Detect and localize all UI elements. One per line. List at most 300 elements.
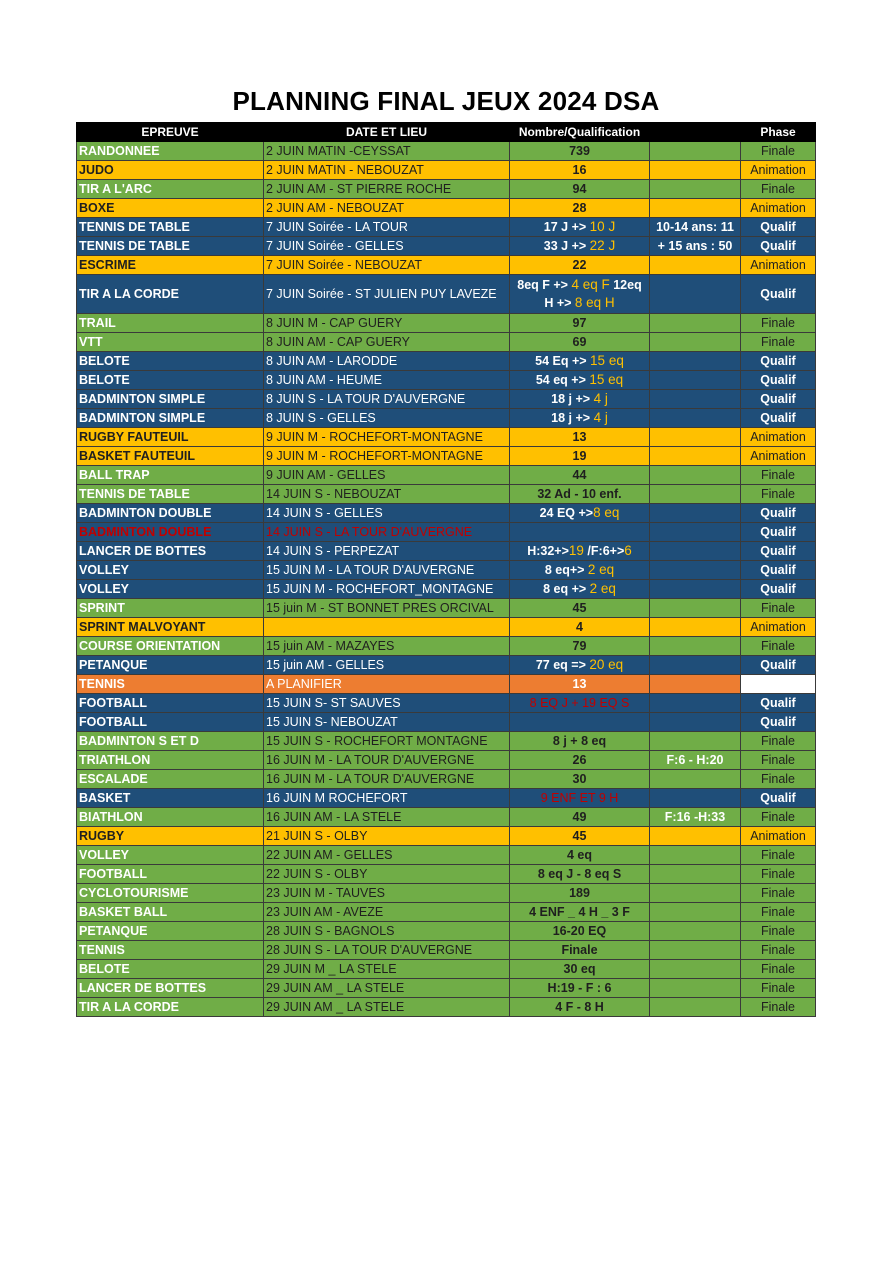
table-header-row bbox=[77, 123, 816, 142]
cell-phase: Qualif bbox=[741, 694, 816, 713]
cell-epreuve: BALL TRAP bbox=[77, 466, 264, 485]
cell-extra bbox=[650, 770, 741, 789]
cell-epreuve: VTT bbox=[77, 333, 264, 352]
cell-extra bbox=[650, 142, 741, 161]
table-row bbox=[77, 960, 816, 979]
cell-epreuve: BELOTE bbox=[77, 960, 264, 979]
table-row bbox=[77, 218, 816, 237]
cell-nombre: 30 bbox=[510, 770, 650, 789]
cell-epreuve: VOLLEY bbox=[77, 846, 264, 865]
cell-phase: Animation bbox=[741, 161, 816, 180]
table-row bbox=[77, 333, 816, 352]
cell-nombre: Finale bbox=[510, 941, 650, 960]
cell-extra bbox=[650, 180, 741, 199]
cell-phase: Qualif bbox=[741, 504, 816, 523]
cell-extra bbox=[650, 637, 741, 656]
cell-extra bbox=[650, 979, 741, 998]
cell-phase: Qualif bbox=[741, 580, 816, 599]
cell-date-lieu: 29 JUIN AM _ LA STELE bbox=[264, 979, 510, 998]
cell-phase: Finale bbox=[741, 903, 816, 922]
nombre-text: 8 eq+> bbox=[544, 563, 588, 577]
cell-nombre: 8 j + 8 eq bbox=[510, 732, 650, 751]
cell-phase bbox=[741, 675, 816, 694]
table-row bbox=[77, 542, 816, 561]
cell-epreuve: RANDONNEE bbox=[77, 142, 264, 161]
cell-nombre bbox=[510, 504, 650, 523]
cell-nombre: 94 bbox=[510, 180, 650, 199]
cell-nombre: 19 bbox=[510, 447, 650, 466]
cell-date-lieu: 15 juin AM - MAZAYES bbox=[264, 637, 510, 656]
cell-epreuve: VOLLEY bbox=[77, 580, 264, 599]
cell-epreuve: CYCLOTOURISME bbox=[77, 884, 264, 903]
cell-epreuve: BIATHLON bbox=[77, 808, 264, 827]
cell-phase: Finale bbox=[741, 770, 816, 789]
cell-phase: Finale bbox=[741, 884, 816, 903]
cell-epreuve: BELOTE bbox=[77, 371, 264, 390]
cell-extra bbox=[650, 485, 741, 504]
cell-date-lieu: 16 JUIN AM - LA STELE bbox=[264, 808, 510, 827]
cell-extra bbox=[650, 428, 741, 447]
cell-epreuve: TENNIS bbox=[77, 675, 264, 694]
cell-date-lieu: 14 JUIN S - PERPEZAT bbox=[264, 542, 510, 561]
cell-nombre: 13 bbox=[510, 428, 650, 447]
cell-extra bbox=[650, 713, 741, 732]
cell-nombre: 30 eq bbox=[510, 960, 650, 979]
nombre-text: /F:6+> bbox=[583, 544, 625, 558]
table-row bbox=[77, 428, 816, 447]
cell-epreuve: TENNIS DE TABLE bbox=[77, 237, 264, 256]
cell-extra bbox=[650, 903, 741, 922]
table-row bbox=[77, 998, 816, 1017]
table-row bbox=[77, 256, 816, 275]
cell-nombre: 4 ENF _ 4 H _ 3 F bbox=[510, 903, 650, 922]
cell-phase: Animation bbox=[741, 447, 816, 466]
cell-extra bbox=[650, 865, 741, 884]
cell-extra bbox=[650, 275, 741, 314]
cell-nombre bbox=[510, 561, 650, 580]
cell-phase: Finale bbox=[741, 960, 816, 979]
cell-epreuve: ESCALADE bbox=[77, 770, 264, 789]
nombre-line-2 bbox=[512, 294, 647, 312]
nombre-line-1 bbox=[512, 276, 647, 294]
nombre-text: 24 EQ +> bbox=[539, 506, 594, 520]
nombre-highlight: 6 bbox=[624, 543, 632, 558]
table-row bbox=[77, 466, 816, 485]
table-row bbox=[77, 409, 816, 428]
nombre-highlight: 22 J bbox=[589, 238, 616, 253]
table-row bbox=[77, 599, 816, 618]
cell-nombre: 189 bbox=[510, 884, 650, 903]
table-row bbox=[77, 447, 816, 466]
cell-phase: Animation bbox=[741, 618, 816, 637]
cell-date-lieu: 8 JUIN S - LA TOUR D'AUVERGNE bbox=[264, 390, 510, 409]
table-row bbox=[77, 580, 816, 599]
header-date-lieu: DATE ET LIEU bbox=[264, 123, 510, 142]
cell-epreuve: TIR A LA CORDE bbox=[77, 998, 264, 1017]
cell-epreuve: BASKET BALL bbox=[77, 903, 264, 922]
cell-nombre: 16 bbox=[510, 161, 650, 180]
cell-epreuve: LANCER DE BOTTES bbox=[77, 542, 264, 561]
nombre-highlight: 8 eq bbox=[593, 505, 620, 520]
cell-date-lieu: 15 JUIN M - LA TOUR D'AUVERGNE bbox=[264, 561, 510, 580]
cell-extra bbox=[650, 447, 741, 466]
table-row bbox=[77, 618, 816, 637]
cell-date-lieu: 7 JUIN Soirée - GELLES bbox=[264, 237, 510, 256]
cell-date-lieu: 22 JUIN AM - GELLES bbox=[264, 846, 510, 865]
cell-nombre bbox=[510, 237, 650, 256]
cell-date-lieu: 15 JUIN S - ROCHEFORT MONTAGNE bbox=[264, 732, 510, 751]
cell-nombre: 4 bbox=[510, 618, 650, 637]
cell-extra bbox=[650, 314, 741, 333]
cell-nombre bbox=[510, 390, 650, 409]
cell-epreuve: TENNIS DE TABLE bbox=[77, 485, 264, 504]
planning-table bbox=[76, 122, 816, 1017]
cell-nombre: 26 bbox=[510, 751, 650, 770]
nombre-text: 12eq bbox=[609, 278, 642, 292]
cell-extra bbox=[650, 960, 741, 979]
cell-extra: F:6 - H:20 bbox=[650, 751, 741, 770]
cell-epreuve: FOOTBALL bbox=[77, 865, 264, 884]
cell-extra bbox=[650, 409, 741, 428]
cell-extra bbox=[650, 390, 741, 409]
cell-extra bbox=[650, 580, 741, 599]
cell-epreuve: TIR A L'ARC bbox=[77, 180, 264, 199]
header-phase: Phase bbox=[741, 123, 816, 142]
nombre-highlight: 8 eq H bbox=[574, 295, 615, 310]
cell-extra bbox=[650, 618, 741, 637]
cell-extra bbox=[650, 941, 741, 960]
table-row bbox=[77, 694, 816, 713]
table-row bbox=[77, 751, 816, 770]
cell-epreuve: SPRINT bbox=[77, 599, 264, 618]
table-row bbox=[77, 979, 816, 998]
cell-nombre: 45 bbox=[510, 827, 650, 846]
cell-phase: Qualif bbox=[741, 371, 816, 390]
cell-phase: Qualif bbox=[741, 352, 816, 371]
cell-nombre bbox=[510, 713, 650, 732]
cell-phase: Qualif bbox=[741, 275, 816, 314]
cell-epreuve: PETANQUE bbox=[77, 656, 264, 675]
cell-epreuve: TENNIS DE TABLE bbox=[77, 218, 264, 237]
cell-nombre: 13 bbox=[510, 675, 650, 694]
cell-epreuve: BELOTE bbox=[77, 352, 264, 371]
cell-epreuve: COURSE ORIENTATION bbox=[77, 637, 264, 656]
nombre-highlight: 4 eq F bbox=[571, 277, 610, 292]
table-row bbox=[77, 485, 816, 504]
cell-date-lieu: 2 JUIN MATIN -CEYSSAT bbox=[264, 142, 510, 161]
nombre-highlight: 15 eq bbox=[590, 353, 624, 368]
nombre-highlight: 2 eq bbox=[587, 562, 615, 577]
cell-date-lieu: 23 JUIN M - TAUVES bbox=[264, 884, 510, 903]
cell-date-lieu: 15 JUIN S- ST SAUVES bbox=[264, 694, 510, 713]
cell-extra bbox=[650, 523, 741, 542]
cell-date-lieu: 15 juin AM - GELLES bbox=[264, 656, 510, 675]
cell-extra bbox=[650, 846, 741, 865]
cell-nombre: 8 eq J - 8 eq S bbox=[510, 865, 650, 884]
cell-epreuve: FOOTBALL bbox=[77, 694, 264, 713]
table-row bbox=[77, 637, 816, 656]
cell-extra bbox=[650, 884, 741, 903]
cell-nombre: 44 bbox=[510, 466, 650, 485]
cell-epreuve: TIR A LA CORDE bbox=[77, 275, 264, 314]
cell-nombre: 28 bbox=[510, 199, 650, 218]
nombre-highlight: 19 bbox=[568, 543, 584, 558]
cell-extra bbox=[650, 827, 741, 846]
cell-epreuve: BADMINTON DOUBLE bbox=[77, 504, 264, 523]
cell-phase: Finale bbox=[741, 314, 816, 333]
cell-extra bbox=[650, 256, 741, 275]
cell-extra bbox=[650, 333, 741, 352]
cell-epreuve: BASKET FAUTEUIL bbox=[77, 447, 264, 466]
cell-extra bbox=[650, 504, 741, 523]
cell-extra bbox=[650, 161, 741, 180]
cell-extra bbox=[650, 561, 741, 580]
cell-epreuve: VOLLEY bbox=[77, 561, 264, 580]
cell-phase: Qualif bbox=[741, 523, 816, 542]
cell-nombre: 8 EQ J + 19 EQ S bbox=[510, 694, 650, 713]
cell-date-lieu: 8 JUIN M - CAP GUERY bbox=[264, 314, 510, 333]
cell-nombre: 9 ENF ET 9 H bbox=[510, 789, 650, 808]
cell-date-lieu: 8 JUIN AM - LARODDE bbox=[264, 352, 510, 371]
cell-phase: Finale bbox=[741, 180, 816, 199]
cell-extra bbox=[650, 998, 741, 1017]
nombre-text: 33 J +> bbox=[543, 239, 590, 253]
cell-date-lieu: 23 JUIN AM - AVEZE bbox=[264, 903, 510, 922]
cell-epreuve: TRAIL bbox=[77, 314, 264, 333]
cell-extra: F:16 -H:33 bbox=[650, 808, 741, 827]
nombre-text: 77 eq => bbox=[535, 658, 590, 672]
table-row bbox=[77, 504, 816, 523]
table-row bbox=[77, 808, 816, 827]
cell-phase: Qualif bbox=[741, 542, 816, 561]
cell-nombre bbox=[510, 656, 650, 675]
table-row bbox=[77, 656, 816, 675]
cell-epreuve: PETANQUE bbox=[77, 922, 264, 941]
cell-extra bbox=[650, 542, 741, 561]
cell-nombre bbox=[510, 275, 650, 314]
cell-extra bbox=[650, 922, 741, 941]
cell-extra bbox=[650, 199, 741, 218]
cell-date-lieu: 8 JUIN S - GELLES bbox=[264, 409, 510, 428]
cell-phase: Animation bbox=[741, 199, 816, 218]
cell-nombre bbox=[510, 371, 650, 390]
cell-nombre: 32 Ad - 10 enf. bbox=[510, 485, 650, 504]
cell-nombre: H:19 - F : 6 bbox=[510, 979, 650, 998]
nombre-text: 18 j +> bbox=[551, 392, 594, 406]
table-row bbox=[77, 922, 816, 941]
cell-date-lieu: 15 JUIN S- NEBOUZAT bbox=[264, 713, 510, 732]
table-row bbox=[77, 675, 816, 694]
cell-date-lieu: 8 JUIN AM - CAP GUERY bbox=[264, 333, 510, 352]
nombre-highlight: 4 j bbox=[593, 391, 608, 406]
table-row bbox=[77, 941, 816, 960]
cell-nombre bbox=[510, 542, 650, 561]
cell-date-lieu: 2 JUIN AM - ST PIERRE ROCHE bbox=[264, 180, 510, 199]
cell-phase: Finale bbox=[741, 732, 816, 751]
cell-phase: Animation bbox=[741, 256, 816, 275]
nombre-highlight: 2 eq bbox=[589, 581, 616, 596]
cell-extra bbox=[650, 599, 741, 618]
cell-date-lieu: 16 JUIN M - LA TOUR D'AUVERGNE bbox=[264, 770, 510, 789]
cell-epreuve: BADMINTON SIMPLE bbox=[77, 409, 264, 428]
cell-phase: Qualif bbox=[741, 409, 816, 428]
table-row bbox=[77, 314, 816, 333]
table-row bbox=[77, 199, 816, 218]
table-body bbox=[77, 142, 816, 1017]
cell-phase: Finale bbox=[741, 941, 816, 960]
cell-extra bbox=[650, 694, 741, 713]
nombre-text: 17 J +> bbox=[543, 220, 590, 234]
cell-extra bbox=[650, 675, 741, 694]
cell-epreuve: BOXE bbox=[77, 199, 264, 218]
table-row bbox=[77, 770, 816, 789]
cell-date-lieu: 7 JUIN Soirée - LA TOUR bbox=[264, 218, 510, 237]
cell-phase: Animation bbox=[741, 428, 816, 447]
table-row bbox=[77, 827, 816, 846]
cell-date-lieu: 7 JUIN Soirée - NEBOUZAT bbox=[264, 256, 510, 275]
cell-epreuve: RUGBY FAUTEUIL bbox=[77, 428, 264, 447]
header-epreuve: EPREUVE bbox=[77, 123, 264, 142]
cell-date-lieu: 15 JUIN M - ROCHEFORT_MONTAGNE bbox=[264, 580, 510, 599]
cell-extra bbox=[650, 656, 741, 675]
cell-phase: Qualif bbox=[741, 789, 816, 808]
cell-phase: Finale bbox=[741, 865, 816, 884]
table-row bbox=[77, 237, 816, 256]
table-row bbox=[77, 523, 816, 542]
cell-epreuve: BADMINTON DOUBLE bbox=[77, 523, 264, 542]
cell-date-lieu: 14 JUIN S - GELLES bbox=[264, 504, 510, 523]
cell-nombre: 97 bbox=[510, 314, 650, 333]
cell-date-lieu: 9 JUIN M - ROCHEFORT-MONTAGNE bbox=[264, 447, 510, 466]
cell-date-lieu: 9 JUIN M - ROCHEFORT-MONTAGNE bbox=[264, 428, 510, 447]
nombre-highlight: 10 J bbox=[589, 219, 616, 234]
cell-phase: Finale bbox=[741, 637, 816, 656]
cell-date-lieu: 29 JUIN AM _ LA STELE bbox=[264, 998, 510, 1017]
nombre-text: 18 j +> bbox=[551, 411, 594, 425]
cell-nombre: 4 F - 8 H bbox=[510, 998, 650, 1017]
nombre-text: 54 Eq +> bbox=[535, 354, 591, 368]
table-row bbox=[77, 846, 816, 865]
header-extra bbox=[650, 123, 741, 142]
cell-epreuve: TENNIS bbox=[77, 941, 264, 960]
cell-date-lieu: A PLANIFIER bbox=[264, 675, 510, 694]
cell-epreuve: RUGBY bbox=[77, 827, 264, 846]
cell-epreuve: LANCER DE BOTTES bbox=[77, 979, 264, 998]
cell-nombre: 45 bbox=[510, 599, 650, 618]
cell-date-lieu: 8 JUIN AM - HEUME bbox=[264, 371, 510, 390]
cell-nombre: 16-20 EQ bbox=[510, 922, 650, 941]
table-row bbox=[77, 903, 816, 922]
page-title: PLANNING FINAL JEUX 2024 DSA bbox=[232, 86, 660, 116]
cell-date-lieu: 16 JUIN M ROCHEFORT bbox=[264, 789, 510, 808]
cell-nombre bbox=[510, 218, 650, 237]
cell-phase: Finale bbox=[741, 142, 816, 161]
cell-phase: Finale bbox=[741, 922, 816, 941]
cell-date-lieu: 28 JUIN S - LA TOUR D'AUVERGNE bbox=[264, 941, 510, 960]
table-row bbox=[77, 884, 816, 903]
cell-date-lieu: 29 JUIN M _ LA STELE bbox=[264, 960, 510, 979]
cell-nombre: 49 bbox=[510, 808, 650, 827]
cell-date-lieu: 2 JUIN MATIN - NEBOUZAT bbox=[264, 161, 510, 180]
cell-phase: Finale bbox=[741, 751, 816, 770]
nombre-text: H +> bbox=[544, 296, 575, 310]
cell-extra bbox=[650, 732, 741, 751]
nombre-text: 8eq F +> bbox=[517, 278, 572, 292]
table-row bbox=[77, 390, 816, 409]
cell-nombre: 739 bbox=[510, 142, 650, 161]
cell-phase: Qualif bbox=[741, 561, 816, 580]
cell-nombre: 4 eq bbox=[510, 846, 650, 865]
cell-epreuve: BASKET bbox=[77, 789, 264, 808]
table-row bbox=[77, 561, 816, 580]
cell-extra bbox=[650, 371, 741, 390]
cell-nombre bbox=[510, 352, 650, 371]
cell-extra: + 15 ans : 50 bbox=[650, 237, 741, 256]
cell-date-lieu: 28 JUIN S - BAGNOLS bbox=[264, 922, 510, 941]
cell-phase: Qualif bbox=[741, 713, 816, 732]
cell-nombre: 22 bbox=[510, 256, 650, 275]
cell-date-lieu: 21 JUIN S - OLBY bbox=[264, 827, 510, 846]
cell-phase: Finale bbox=[741, 979, 816, 998]
cell-date-lieu: 22 JUIN S - OLBY bbox=[264, 865, 510, 884]
cell-phase: Finale bbox=[741, 808, 816, 827]
cell-extra bbox=[650, 789, 741, 808]
table-row bbox=[77, 180, 816, 199]
cell-nombre bbox=[510, 523, 650, 542]
cell-phase: Finale bbox=[741, 846, 816, 865]
cell-date-lieu: 16 JUIN M - LA TOUR D'AUVERGNE bbox=[264, 751, 510, 770]
nombre-text: 8 eq +> bbox=[543, 582, 590, 596]
nombre-highlight: 20 eq bbox=[589, 657, 624, 672]
table-row bbox=[77, 732, 816, 751]
cell-date-lieu: 15 juin M - ST BONNET PRES ORCIVAL bbox=[264, 599, 510, 618]
cell-phase: Animation bbox=[741, 827, 816, 846]
cell-epreuve: JUDO bbox=[77, 161, 264, 180]
table-row bbox=[77, 275, 816, 314]
cell-date-lieu: 7 JUIN Soirée - ST JULIEN PUY LAVEZE bbox=[264, 275, 510, 314]
table-row bbox=[77, 789, 816, 808]
cell-date-lieu: 14 JUIN S - LA TOUR D'AUVERGNE bbox=[264, 523, 510, 542]
table-row bbox=[77, 352, 816, 371]
cell-phase: Qualif bbox=[741, 218, 816, 237]
cell-nombre: 69 bbox=[510, 333, 650, 352]
cell-phase: Finale bbox=[741, 466, 816, 485]
cell-epreuve: FOOTBALL bbox=[77, 713, 264, 732]
cell-date-lieu: 14 JUIN S - NEBOUZAT bbox=[264, 485, 510, 504]
cell-extra: 10-14 ans: 11 bbox=[650, 218, 741, 237]
nombre-highlight: 4 j bbox=[593, 410, 608, 425]
cell-extra bbox=[650, 352, 741, 371]
table-row bbox=[77, 713, 816, 732]
nombre-text: 54 eq +> bbox=[535, 373, 590, 387]
nombre-text: H:32+> bbox=[527, 544, 569, 558]
table-row bbox=[77, 865, 816, 884]
cell-nombre: 79 bbox=[510, 637, 650, 656]
cell-epreuve: ESCRIME bbox=[77, 256, 264, 275]
cell-date-lieu bbox=[264, 618, 510, 637]
cell-epreuve: BADMINTON SIMPLE bbox=[77, 390, 264, 409]
cell-nombre bbox=[510, 409, 650, 428]
header-nombre: Nombre/Qualification bbox=[510, 123, 650, 142]
cell-date-lieu: 2 JUIN AM - NEBOUZAT bbox=[264, 199, 510, 218]
cell-nombre bbox=[510, 580, 650, 599]
cell-epreuve: BADMINTON S ET D bbox=[77, 732, 264, 751]
cell-extra bbox=[650, 466, 741, 485]
cell-phase: Qualif bbox=[741, 237, 816, 256]
table-row bbox=[77, 142, 816, 161]
cell-epreuve: TRIATHLON bbox=[77, 751, 264, 770]
cell-phase: Finale bbox=[741, 998, 816, 1017]
